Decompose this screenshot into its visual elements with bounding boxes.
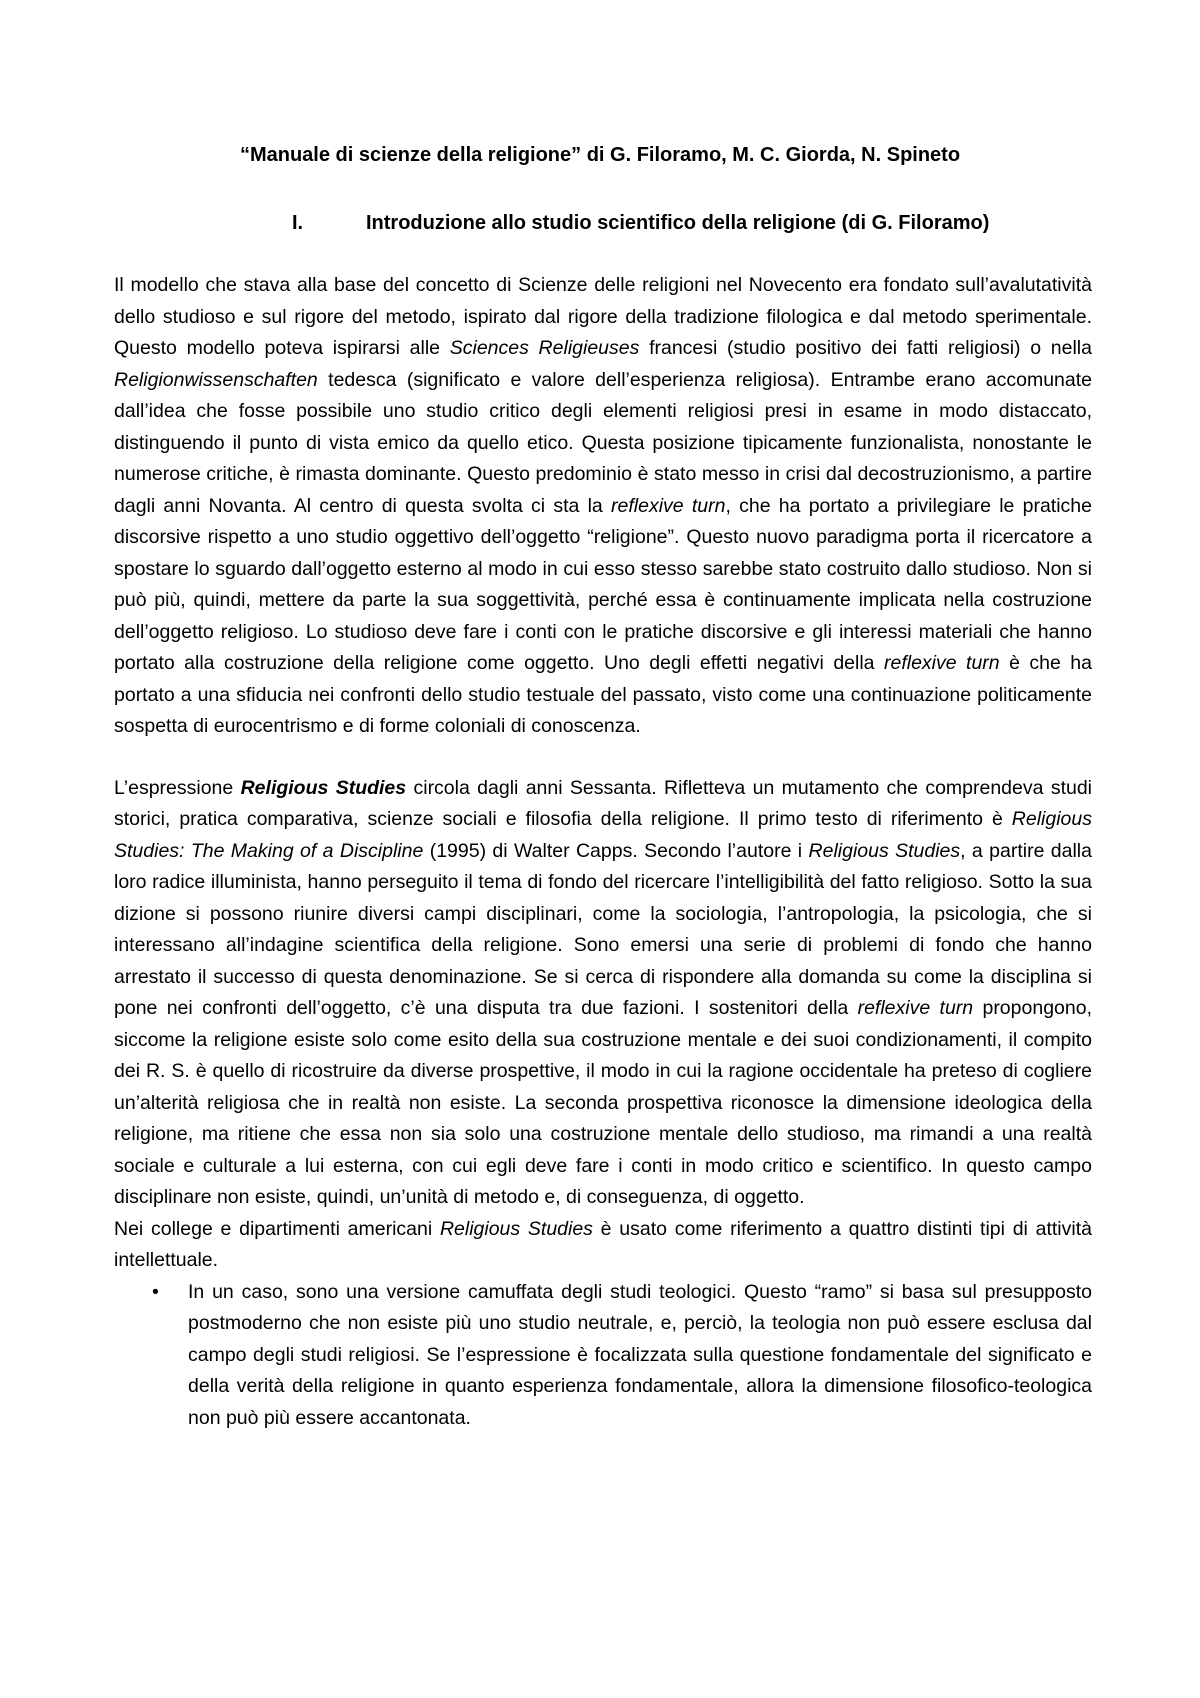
text-run: (1995) di Walter Capps. Secondo l’autore i	[423, 839, 809, 862]
text-run: francesi (studio positivo dei fatti religiosi) o nella	[639, 337, 1092, 359]
paragraph-3	[114, 1214, 1092, 1277]
text-run: è che ha portato a una sfiducia nei confronti dello studio testuale del passato, visto come una continuazione politicamente sospetta di eurocentrismo e di forme coloniali di conoscenza.	[114, 652, 1092, 737]
italic-term: Religious Studies: The Making of a Discipline	[114, 808, 1092, 862]
list-item-text: In un caso, sono una versione camuffata degli studi teologici. Questo “ramo” si basa sul presupposto postmoderno che non esiste più uno studio neutrale, e, perciò, la teologia non può essere esclusa dal campo degli studi religiosi. Se l’espressione è focalizzata sulla questione fondamentale del significato e della verità della religione in quanto esperienza fondamentale, allora la dimensione filosofico-teologica non può più essere accantonata.	[188, 1280, 1092, 1429]
section-heading	[292, 212, 1140, 235]
text-run: Il modello che stava alla base del concetto di Scienze delle religioni nel Novecento era fondato sull’avalutatività dello studioso e sul rigore del metodo, ispirato dal rigore della tradizione filologica e dal metodo sperimentale. Questo modello poteva ispirarsi alle	[114, 274, 1092, 359]
text-run: tedesca (significato e valore dell’esperienza religiosa). Entrambe erano accomunate dall’idea che fosse possibile uno studio critico degli elementi religiosi presi in esame in modo distaccato, distinguendo il punto di vista emico da quello etico. Questa posizione tipicamente funzionalista, nonostante le numerose critiche, è rimasta dominante. Questo predominio è stato messo in crisi dal decostruzionismo, a partire dagli anni Novanta. Al centro di questa svolta ci sta la	[114, 368, 1092, 517]
bullet-list	[114, 1277, 1092, 1435]
italic-term: Religious Studies	[808, 839, 961, 862]
section-heading-text: Introduzione allo studio scientifico della religione (di G. Filoramo)	[366, 212, 990, 234]
text-run: , a partire dalla loro radice illuminista, hanno perseguito il tema di fondo del ricercare l’intelligibilità del fatto religioso. Sotto la sua dizione si possono riunire diversi campi disciplinari, come la sociologia, l’antropologia, la psicologia, che si interessano all’indagine scientifica della religione. Sono emersi una serie di problemi di fondo che hanno arrestato il successo di questa denominazione. Se si cerca di rispondere alla domanda su come la disciplina si pone nei confronti dell’oggetto, c’è una disputa tra due fazioni. I sostenitori della	[114, 839, 1092, 1019]
text-run: è usato come riferimento a quattro distinti tipi di attività intellettuale.	[114, 1217, 1092, 1271]
document-body	[114, 270, 1092, 1434]
italic-term: reflexive turn	[857, 997, 974, 1019]
italic-term: Sciences Religieuses	[449, 337, 640, 359]
paragraph-2	[114, 773, 1092, 1214]
bold-italic-term: Religious Studies	[240, 776, 407, 799]
paragraph-1	[114, 270, 1092, 743]
section-number: I.	[292, 212, 304, 234]
text-run: , che ha portato a privilegiare le pratiche discorsive rispetto a uno studio oggettivo dell’oggetto “religione”. Questo nuovo paradigma porta il ricercatore a spostare lo sguardo dall’oggetto esterno al modo in cui esso stesso sarebbe stato costruito dallo studioso. Non si può più, quindi, mettere da parte la sua soggettività, perché essa è continuamente implicata nella costruzione dell’oggetto religioso. Lo studioso deve fare i conti con le pratiche discorsive e gli interessi materiali che hanno portato alla costruzione della religione come oggetto. Uno degli effetti negativi della	[114, 494, 1093, 674]
text-run: L’espressione	[114, 776, 241, 799]
italic-term: Religious Studies	[439, 1217, 593, 1240]
text-run: propongono, siccome la religione esiste solo come esito della sua costruzione mentale e dei suoi condizionamenti, il compito dei R. S. è quello di ricostruire da diverse prospettive, il modo in cui la ragione occidentale ha preteso di cogliere un’alterità religiosa che in realtà non esiste. La seconda prospettiva riconosce la dimensione ideologica della religione, ma ritiene che essa non sia solo una costruzione mentale dello studioso, ma rimandi a una realtà sociale e culturale a lui esterna, con cui egli deve fare i conti in modo critico e scientifico. In questo campo disciplinare non esiste, quindi, un’unità di metodo e, di conseguenza, di oggetto.	[114, 997, 1092, 1208]
italic-term: reflexive turn	[611, 494, 726, 517]
list-item	[114, 1277, 1092, 1435]
italic-term: reflexive turn	[883, 652, 1000, 674]
text-run: Nei college e dipartimenti americani	[114, 1217, 440, 1240]
bullet-icon: •	[152, 1280, 159, 1303]
italic-term: Religionwissenschaften	[114, 368, 318, 391]
document-title: “Manuale di scienze della religione” di G. Filoramo, M. C. Giorda, N. Spineto	[239, 144, 961, 166]
text-run: circola dagli anni Sessanta. Rifletteva un mutamento che comprendeva studi storici, pratica comparativa, scienze sociali e filosofia della religione. Il primo testo di riferimento è	[114, 776, 1093, 830]
